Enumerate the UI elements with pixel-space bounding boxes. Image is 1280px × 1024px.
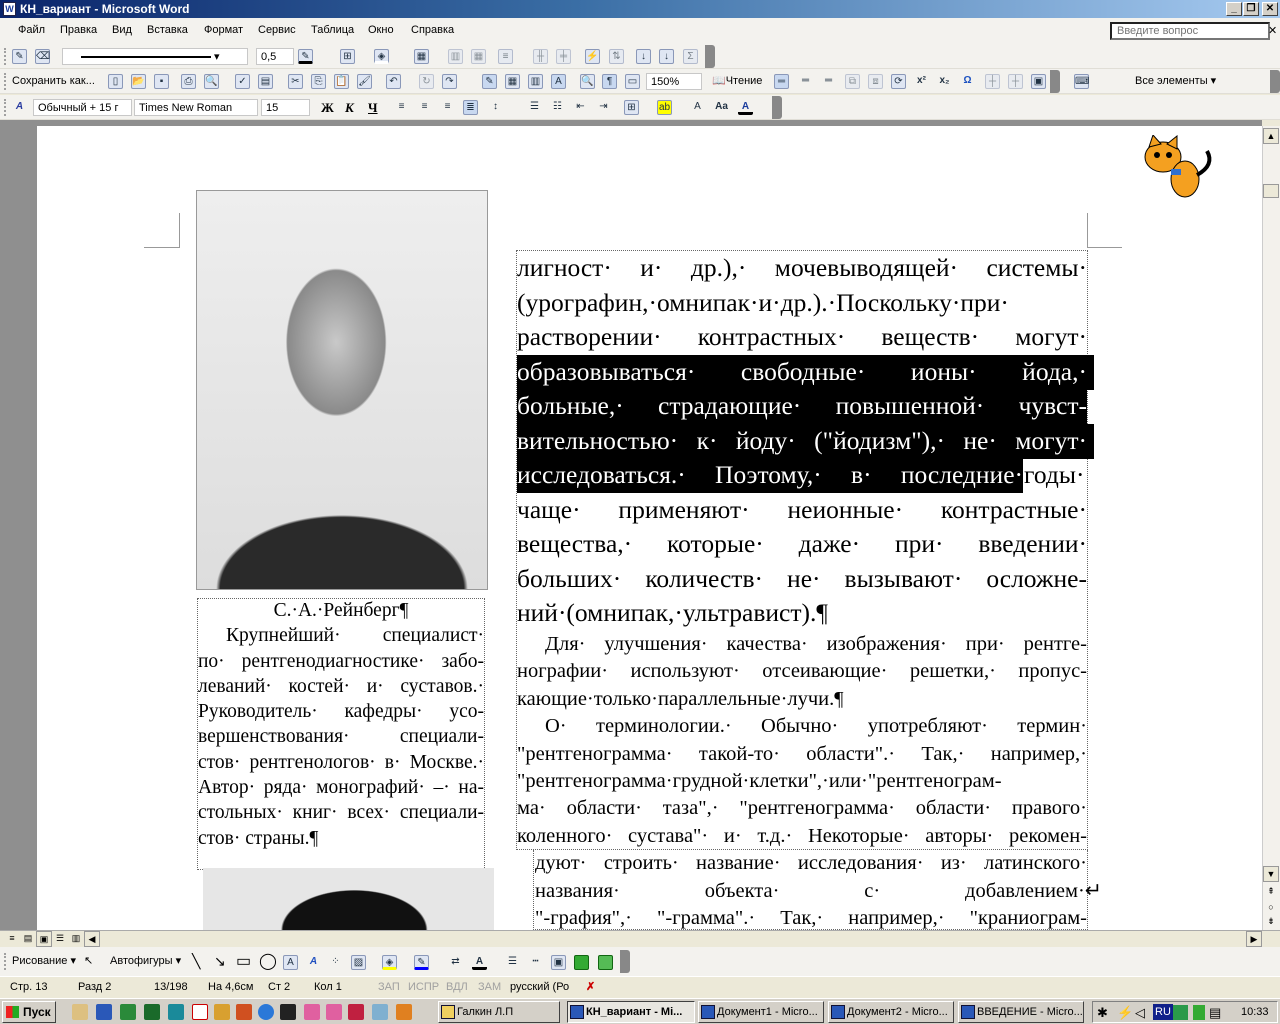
status-line: Ст 2 xyxy=(268,981,291,993)
body-line: растворении· контрастных· веществ· могут· xyxy=(517,322,1087,351)
drawing-toolbar xyxy=(0,947,1280,976)
status-overtype[interactable]: ЗАМ xyxy=(478,981,502,993)
drawing-toggle-icon[interactable]: A xyxy=(551,74,566,89)
line-spacing-icon[interactable]: ↕ xyxy=(493,101,498,112)
task-label: ВВЕДЕНИЕ - Micro... xyxy=(977,1006,1083,1018)
toolbar-options-icon[interactable] xyxy=(772,96,782,119)
next-page-icon[interactable]: ⇟ xyxy=(1267,916,1275,926)
quicklaunch-save-icon[interactable] xyxy=(348,1004,364,1020)
body-line: коленного· сустава"· и· т.д.· Некоторые· авторы· рекомен- xyxy=(517,825,1087,847)
rectangle-icon[interactable]: ▭ xyxy=(236,953,252,970)
taskbar xyxy=(0,998,1280,1024)
book-icon: 📖 xyxy=(712,75,726,87)
toolbar-options-icon[interactable] xyxy=(1050,70,1060,93)
save-icon[interactable]: ▪ xyxy=(154,74,169,89)
undo-icon[interactable]: ↶ xyxy=(386,74,401,89)
equal-sign-icon[interactable]: ═ xyxy=(824,75,833,86)
caption-line: вершенствования· специали- xyxy=(198,726,484,747)
bullets-icon[interactable]: ☷ xyxy=(553,101,562,112)
align-icon[interactable]: ≡ xyxy=(498,49,513,64)
merge-cells-icon[interactable]: ▥ xyxy=(448,49,463,64)
task-word[interactable] xyxy=(958,1001,1084,1023)
quicklaunch-app-icon[interactable] xyxy=(280,1004,296,1020)
repeat-icon[interactable]: ↻ xyxy=(419,74,434,89)
window-title: КН_вариант - Microsoft Word xyxy=(20,2,190,16)
line-style-select[interactable]: ▾ xyxy=(62,48,248,65)
body-line: "рентгенограмма·грудной·клетки",·или·"рентгенограм- xyxy=(517,770,1002,792)
task-label: Документ2 - Micro... xyxy=(847,1006,948,1018)
body-line: ний·(омнипак,·ультравист).¶ xyxy=(517,598,828,627)
zoom-select[interactable]: 150% xyxy=(646,73,702,90)
word-icon xyxy=(831,1005,845,1019)
redo-icon[interactable]: ↷ xyxy=(442,74,457,89)
menu-file[interactable]: Файл xyxy=(18,24,46,36)
equal-sign-icon[interactable]: ═ xyxy=(801,75,810,86)
start-button[interactable] xyxy=(2,1001,56,1023)
dash-style-icon[interactable]: ┅ xyxy=(532,956,539,967)
split-cells-icon[interactable]: ▦ xyxy=(471,49,486,64)
start-label: Пуск xyxy=(23,1005,51,1019)
caption-line: Автор· ряда· монографий· –· на- xyxy=(198,777,484,798)
menu-bar xyxy=(0,18,1280,44)
menu-format[interactable]: Формат xyxy=(204,24,244,36)
folder-icon xyxy=(441,1005,455,1019)
line-color-icon[interactable]: ✎ xyxy=(414,955,429,970)
caption-line: Крупнейший· специалист· xyxy=(226,625,484,646)
quicklaunch-app-icon[interactable] xyxy=(326,1004,342,1020)
outline-view-icon[interactable]: ☰ xyxy=(55,933,65,943)
status-section: Разд 2 xyxy=(78,981,112,993)
quicklaunch-paint-icon[interactable] xyxy=(372,1004,388,1020)
normal-view-icon[interactable]: ≡ xyxy=(9,933,15,943)
toolbar-grip[interactable] xyxy=(4,953,7,970)
autoshapes-menu-button[interactable]: Автофигуры ▾ xyxy=(110,955,182,967)
border-color-icon[interactable]: ✎ xyxy=(298,49,313,64)
clock[interactable]: 10:33 xyxy=(1241,1006,1269,1018)
autoformat-table-icon[interactable]: ⚡ xyxy=(586,51,599,62)
crop-mark xyxy=(179,213,180,248)
portrait-photo-reinberg[interactable] xyxy=(196,190,488,590)
spelling-status-icon[interactable]: ✗ xyxy=(586,981,596,993)
quicklaunch-app-icon[interactable] xyxy=(236,1004,252,1020)
diagram-icon[interactable]: ⁘ xyxy=(331,956,340,967)
quicklaunch-app-icon[interactable] xyxy=(304,1004,320,1020)
second-portrait-photo[interactable] xyxy=(203,868,494,930)
word-app-icon[interactable]: W xyxy=(3,2,16,16)
line-style-icon[interactable]: ☰ xyxy=(508,956,517,967)
toolbar-grip[interactable] xyxy=(4,73,7,90)
underline-button[interactable]: Ч xyxy=(368,100,378,115)
italic-button[interactable]: К xyxy=(345,100,354,115)
menu-window[interactable]: Окно xyxy=(368,24,394,36)
font-color-icon[interactable]: A xyxy=(472,955,487,970)
read-button[interactable] xyxy=(712,73,762,90)
select-browse-object-icon[interactable]: ○ xyxy=(1268,902,1274,912)
system-tray xyxy=(1092,1001,1278,1023)
clip-art-icon[interactable]: ▨ xyxy=(351,955,366,970)
toolbar-options-icon[interactable] xyxy=(705,45,715,68)
tables-borders-toggle-icon[interactable]: ✎ xyxy=(482,74,497,89)
vertical-scrollbar[interactable] xyxy=(1262,126,1280,930)
body-line: (урографин,·омнипак·и·др.).·Поскольку·при· xyxy=(517,288,1009,317)
select-objects-icon[interactable]: ↖ xyxy=(84,955,94,967)
oval-icon[interactable]: ◯ xyxy=(259,953,277,970)
picture-icon[interactable]: ▣ xyxy=(1031,74,1046,89)
caption-title: С.·А.·Рейнберг¶ xyxy=(273,600,409,621)
left-gray-area xyxy=(0,120,37,930)
line-weight-select[interactable]: 0,5 xyxy=(256,48,294,65)
style-select[interactable]: Обычный + 15 г xyxy=(33,99,132,116)
copy-icon[interactable]: ⎘ xyxy=(311,74,326,89)
task-label: Документ1 - Micro... xyxy=(717,1006,818,1018)
standard-toolbar xyxy=(0,69,1280,94)
body-line-selected: образовываться· свободные· ионы· йода,· xyxy=(517,355,1094,390)
autosum-icon[interactable]: Σ xyxy=(683,49,698,64)
status-bar xyxy=(0,976,1280,997)
scroll-up-button[interactable]: ▲ xyxy=(1263,128,1279,144)
eraser-icon[interactable]: ⌫ xyxy=(36,51,51,62)
styles-icon[interactable]: A xyxy=(15,101,24,112)
status-position: На 4,6см xyxy=(208,981,254,993)
menu-view[interactable]: Вид xyxy=(112,24,132,36)
font-color-icon[interactable]: A xyxy=(738,100,753,115)
volume-tray-icon[interactable]: ◁ xyxy=(1135,1005,1145,1020)
insert-table-icon[interactable]: ▦ xyxy=(414,49,429,64)
caption-line: стов· рентгенологов· в· Москве.· xyxy=(198,752,484,773)
line-icon[interactable]: ╲ xyxy=(192,953,201,969)
subscript-icon[interactable]: x₂ xyxy=(939,75,950,86)
bug-tray-icon[interactable]: ✱ xyxy=(1097,1005,1108,1020)
body-line: лигност· и· др.),· мочевыводящей· системы· xyxy=(517,253,1087,282)
status-page-count: 13/198 xyxy=(154,981,188,993)
nudge-icon[interactable]: ┼ xyxy=(1008,74,1023,89)
sync-tray-icon[interactable] xyxy=(1173,1005,1188,1020)
caption-line: стольных· книг· всех· специали- xyxy=(198,802,484,823)
status-column: Кол 1 xyxy=(314,981,342,993)
close-button[interactable]: ✕ xyxy=(1262,2,1278,16)
restore-button[interactable]: ❐ xyxy=(1243,2,1259,16)
task-word[interactable] xyxy=(828,1001,954,1023)
drawing-menu-button[interactable]: Рисование ▾ xyxy=(12,955,76,967)
3d-style-icon[interactable] xyxy=(598,955,613,970)
document-map-icon[interactable]: 🔍 xyxy=(581,76,594,87)
body-line: больших· количеств· не· вызывают· осложне- xyxy=(517,564,1087,593)
task-label: Галкин Л.П xyxy=(457,1006,514,1018)
body-line: названия· объекта· с· добавлением·↵ xyxy=(535,880,1102,902)
print-preview-icon[interactable]: 🔍 xyxy=(205,76,218,87)
text-box-icon[interactable]: A xyxy=(283,955,298,970)
word-icon xyxy=(701,1005,715,1019)
shadow-style-icon[interactable] xyxy=(574,955,589,970)
scroll-right-button[interactable]: ▶ xyxy=(1246,931,1262,947)
body-line: кающие·только·параллельные·лучи.¶ xyxy=(517,688,844,710)
caption-line: стов· страны.¶ xyxy=(198,828,319,849)
quicklaunch-excel-icon[interactable] xyxy=(120,1004,136,1020)
task-label: КН_вариант - Mi... xyxy=(586,1006,683,1018)
body-line: ма· области· таза",· "рентгенограмма· области· правого· xyxy=(517,797,1087,819)
reading-view-icon[interactable]: ▥ xyxy=(71,933,81,943)
sort-descending-icon[interactable]: ↓ xyxy=(659,49,674,64)
body-line: Для· улучшения· качества· изображения· при· рентге- xyxy=(545,633,1087,655)
all-elements-dropdown[interactable]: Все элементы ▾ xyxy=(1135,75,1217,87)
formatting-toolbar xyxy=(0,95,1280,120)
quicklaunch-notepad-icon[interactable] xyxy=(72,1004,88,1020)
menu-table[interactable]: Таблица xyxy=(311,24,355,36)
quicklaunch-cards-icon[interactable] xyxy=(192,1004,208,1020)
toolbar-options-icon[interactable] xyxy=(1270,70,1280,93)
equal-sign-icon[interactable]: ═ xyxy=(774,74,789,89)
meter-tray-icon[interactable] xyxy=(1193,1005,1205,1020)
quicklaunch-calculator-icon[interactable] xyxy=(168,1004,184,1020)
decrease-indent-icon[interactable]: ⇤ xyxy=(576,101,585,112)
numbering-icon[interactable]: ☰ xyxy=(530,101,539,112)
web-view-icon[interactable]: ▤ xyxy=(23,933,33,943)
minimize-button[interactable]: _ xyxy=(1226,2,1242,16)
print-layout-view-icon[interactable]: ▣ xyxy=(36,931,52,947)
quicklaunch-word-icon[interactable] xyxy=(96,1004,112,1020)
paste-icon[interactable]: 📋 xyxy=(335,76,348,87)
research-icon[interactable]: ▤ xyxy=(258,74,273,89)
status-extend-selection[interactable]: ВДЛ xyxy=(446,981,468,993)
zoom-icon[interactable]: ▭ xyxy=(625,74,640,89)
body-line: чаще· применяют· неионные· контрастные· xyxy=(517,495,1087,524)
cat-icon xyxy=(1135,135,1217,201)
arrow-icon[interactable]: ↘ xyxy=(214,953,226,969)
arrow-style-icon[interactable]: ⇄ xyxy=(451,956,460,967)
status-record-macro[interactable]: ЗАП xyxy=(378,981,400,993)
save-as-button[interactable]: Сохранить как... xyxy=(12,75,95,87)
body-line: вещества,· которые· даже· при· введении· xyxy=(517,529,1087,558)
menu-insert[interactable]: Вставка xyxy=(147,24,188,36)
caption-line: по· рентгенодиагностике· забо- xyxy=(198,651,484,672)
format-painter-icon[interactable]: 🖌 xyxy=(358,76,371,87)
menu-edit[interactable]: Правка xyxy=(60,24,98,36)
superscript-icon[interactable]: x² xyxy=(917,75,926,86)
body-line-selected: вительностью· к· йоду· ("йодизм"),· не· могут· xyxy=(517,424,1094,459)
task-word[interactable] xyxy=(698,1001,824,1023)
align-right-icon[interactable]: ≡ xyxy=(444,101,451,112)
crop-mark xyxy=(144,247,179,248)
quicklaunch-ie-icon[interactable] xyxy=(258,1004,274,1020)
body-line: дуют· строить· название· исследования· из· латинского· xyxy=(535,852,1087,874)
change-text-direction-icon[interactable]: ⇅ xyxy=(609,49,624,64)
status-track-changes[interactable]: ИСПР xyxy=(408,981,440,993)
align-center-icon[interactable]: ≡ xyxy=(421,101,428,112)
computer-tray-icon[interactable]: ▤ xyxy=(1209,1005,1222,1020)
group-icon[interactable]: ⧉ xyxy=(845,74,860,89)
wordart-icon[interactable]: A xyxy=(309,956,318,967)
toolbar-options-icon[interactable] xyxy=(620,950,630,973)
cut-icon[interactable]: ✂ xyxy=(288,74,303,89)
body-line-selected: исследоваться.· Поэтому,· в· последние· xyxy=(517,458,1023,493)
picture-icon[interactable]: ▣ xyxy=(551,955,566,970)
justify-icon[interactable]: ≣ xyxy=(463,100,478,115)
quicklaunch-tool-icon[interactable] xyxy=(214,1004,230,1020)
windows-logo-icon xyxy=(6,1006,19,1018)
body-line-selected: больные,· страдающие· повышенной· чувст- xyxy=(517,389,1087,424)
distribute-columns-icon[interactable]: ╪ xyxy=(556,49,571,64)
status-page: Стр. 13 xyxy=(10,981,48,993)
body-line: "рентгенограмма· такой-то· области".· Так,· например,· xyxy=(517,743,1087,765)
read-label: Чтение xyxy=(725,75,763,87)
caption-line: Руководитель· кафедры· усо- xyxy=(198,701,484,722)
spelling-icon[interactable]: ✓ xyxy=(235,74,250,89)
scroll-down-button[interactable]: ▼ xyxy=(1263,866,1279,882)
language-indicator[interactable]: RU xyxy=(1155,1006,1171,1018)
body-line: нографии· используют· отсеивающие· решетки,· пропус- xyxy=(517,660,1087,682)
toolbar-grip[interactable] xyxy=(4,48,7,65)
body-line: О· терминологии.· Обычно· употребляют· термин· xyxy=(545,715,1087,737)
crop-mark xyxy=(1087,247,1122,248)
fill-color-icon[interactable]: ◈ xyxy=(382,955,397,970)
ungroup-icon[interactable]: ⧈ xyxy=(868,74,883,89)
increase-indent-icon[interactable]: ⇥ xyxy=(599,101,608,112)
font-select[interactable]: Times New Roman xyxy=(134,99,258,116)
office-assistant-cat[interactable] xyxy=(1135,135,1217,201)
help-search-input[interactable] xyxy=(1110,22,1270,40)
rotate-icon[interactable]: ⟳ xyxy=(891,74,906,89)
quicklaunch-publisher-icon[interactable] xyxy=(144,1004,160,1020)
highlight-icon[interactable]: ab xyxy=(658,102,671,113)
character-scale-icon[interactable]: A xyxy=(694,101,701,112)
tables-borders-toolbar xyxy=(0,44,1280,69)
print-icon[interactable]: ⎙ xyxy=(181,74,196,89)
body-line: "-графия",· "-грамма".· Так,· например,· "краниограм- xyxy=(535,907,1087,929)
close-document-button[interactable]: ✕ xyxy=(1268,25,1278,37)
task-word-active[interactable] xyxy=(567,1001,695,1023)
distribute-rows-icon[interactable]: ╫ xyxy=(533,49,548,64)
show-hide-marks-icon[interactable]: ¶ xyxy=(602,74,617,89)
shading-color-icon[interactable]: ◈ xyxy=(374,49,389,64)
omega-symbol-icon[interactable]: Ω xyxy=(963,75,972,86)
sort-ascending-icon[interactable]: ↓ xyxy=(636,49,651,64)
borders-icon[interactable]: ⊞ xyxy=(624,100,639,115)
network-tray-icon[interactable]: ⚡ xyxy=(1117,1005,1134,1020)
draw-table-icon[interactable]: ✎ xyxy=(12,49,27,64)
insert-table-icon[interactable]: ▦ xyxy=(505,74,520,89)
borders-icon[interactable]: ⊞ xyxy=(340,49,355,64)
task-folder[interactable] xyxy=(438,1001,560,1023)
keyboard-icon[interactable]: ⌨ xyxy=(1075,76,1090,87)
horizontal-scrollbar[interactable] xyxy=(0,930,1280,946)
font-size-select[interactable]: 15 xyxy=(261,99,310,116)
new-document-icon[interactable]: ▯ xyxy=(108,74,123,89)
bold-button[interactable]: Ж xyxy=(321,100,334,115)
body-line-tail: годы· xyxy=(1024,460,1085,489)
word-icon xyxy=(961,1005,975,1019)
crop-mark xyxy=(1087,213,1088,248)
nudge-icon[interactable]: ┼ xyxy=(985,74,1000,89)
character-case-icon[interactable]: Aa xyxy=(715,101,728,112)
toolbar-grip[interactable] xyxy=(4,99,7,116)
menu-help[interactable]: Справка xyxy=(411,24,455,36)
menu-tools[interactable]: Сервис xyxy=(258,24,296,36)
caption-line: леваний· костей· и· суставов.· xyxy=(198,676,484,697)
columns-icon[interactable]: ▥ xyxy=(528,74,543,89)
scroll-thumb[interactable] xyxy=(1263,184,1279,198)
previous-page-icon[interactable]: ⇞ xyxy=(1267,886,1275,896)
title-bar xyxy=(0,0,1280,18)
word-icon xyxy=(570,1005,584,1019)
scroll-left-button[interactable]: ◀ xyxy=(84,931,100,947)
open-icon[interactable]: 📂 xyxy=(132,76,145,87)
align-left-icon[interactable]: ≡ xyxy=(398,101,405,112)
status-language: русский (Ро xyxy=(510,981,570,993)
quicklaunch-app-icon[interactable] xyxy=(396,1004,412,1020)
